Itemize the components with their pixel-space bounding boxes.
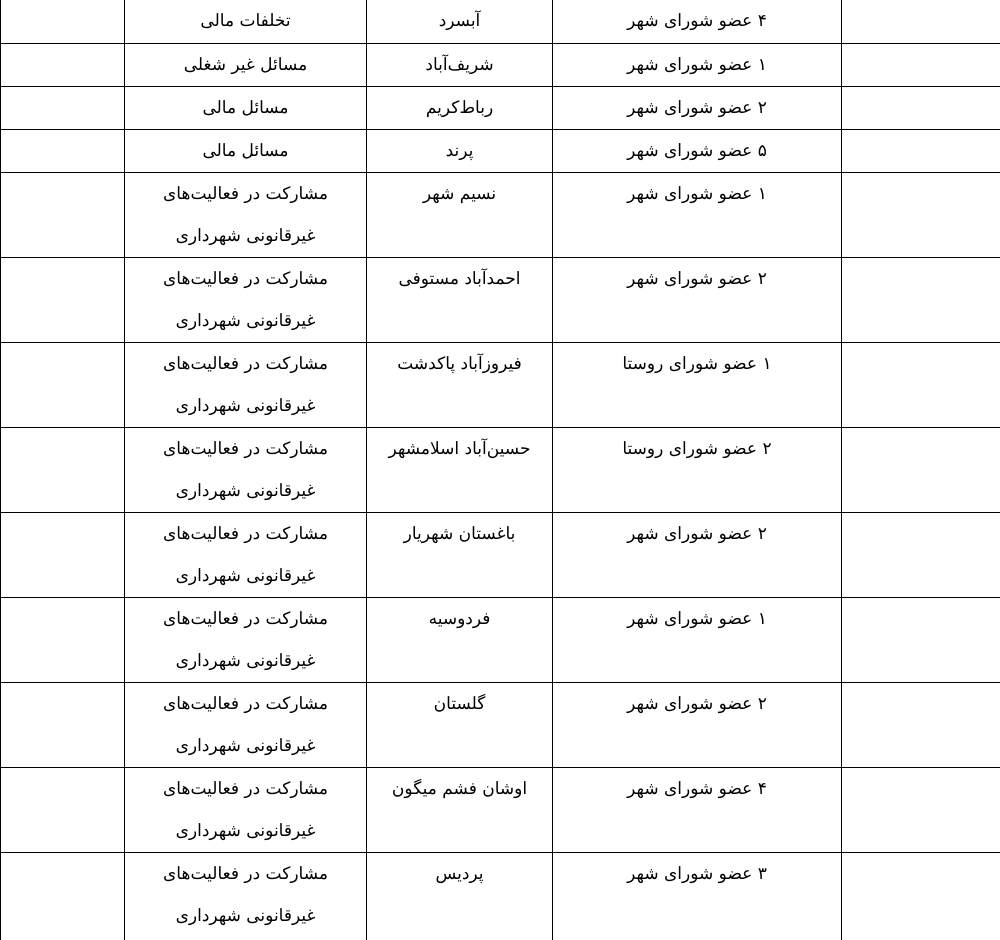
members-cell: ۱ عضو شورای شهر — [553, 172, 842, 257]
members-cell: ۱ عضو شورای شهر — [553, 597, 842, 682]
blank-cell — [1, 86, 125, 129]
table-row — [1, 257, 1000, 342]
blank-cell — [1, 172, 125, 257]
blank-cell — [842, 86, 1000, 129]
charges-cell: مشارکت در فعالیت‌های غیرقانونی شهرداری — [125, 342, 367, 427]
charges-cell: مشارکت در فعالیت‌های غیرقانونی شهرداری — [125, 597, 367, 682]
members-cell: ۲ عضو شورای شهر — [553, 682, 842, 767]
blank-cell — [1, 43, 125, 86]
table-body — [1, 0, 1000, 940]
blank-cell — [842, 767, 1000, 852]
blank-cell — [842, 129, 1000, 172]
table-row — [1, 427, 1000, 512]
members-cell: ۴ عضو شورای شهر — [553, 767, 842, 852]
location-cell: آبسرد — [367, 0, 553, 43]
blank-cell — [842, 342, 1000, 427]
location-cell: باغستان شهریار — [367, 512, 553, 597]
blank-cell — [842, 43, 1000, 86]
blank-cell — [842, 512, 1000, 597]
location-cell: پردیس — [367, 852, 553, 940]
blank-cell — [1, 767, 125, 852]
blank-cell — [842, 0, 1000, 43]
charges-cell: مشارکت در فعالیت‌های غیرقانونی شهرداری — [125, 257, 367, 342]
members-cell: ۱ عضو شورای شهر — [553, 43, 842, 86]
blank-cell — [1, 512, 125, 597]
location-cell: گلستان — [367, 682, 553, 767]
members-cell: ۵ عضو شورای شهر — [553, 129, 842, 172]
blank-cell — [1, 852, 125, 940]
location-cell: فردوسیه — [367, 597, 553, 682]
table-row — [1, 43, 1000, 86]
location-cell: احمدآباد مستوفی — [367, 257, 553, 342]
table-row — [1, 767, 1000, 852]
table-row — [1, 86, 1000, 129]
charges-cell: مسائل غیر شغلی — [125, 43, 367, 86]
charges-cell: مشارکت در فعالیت‌های غیرقانونی شهرداری — [125, 767, 367, 852]
charges-cell: مشارکت در فعالیت‌های غیرقانونی شهرداری — [125, 852, 367, 940]
blank-cell — [1, 342, 125, 427]
location-cell: نسیم شهر — [367, 172, 553, 257]
charges-cell: مشارکت در فعالیت‌های غیرقانونی شهرداری — [125, 512, 367, 597]
blank-cell — [1, 427, 125, 512]
table-row — [1, 682, 1000, 767]
blank-cell — [1, 257, 125, 342]
blank-cell — [1, 129, 125, 172]
members-cell: ۲ عضو شورای شهر — [553, 86, 842, 129]
members-cell: ۴ عضو شورای شهر — [553, 0, 842, 43]
blank-cell — [1, 597, 125, 682]
table-row — [1, 342, 1000, 427]
charges-cell: تخلفات مالی — [125, 0, 367, 43]
blank-cell — [842, 427, 1000, 512]
blank-cell — [842, 597, 1000, 682]
members-cell: ۲ عضو شورای شهر — [553, 257, 842, 342]
table-row — [1, 0, 1000, 43]
blank-cell — [842, 682, 1000, 767]
table-row — [1, 597, 1000, 682]
blank-cell — [1, 682, 125, 767]
charges-cell: مسائل مالی — [125, 86, 367, 129]
charges-cell: مسائل مالی — [125, 129, 367, 172]
members-cell: ۲ عضو شورای شهر — [553, 512, 842, 597]
table-row — [1, 129, 1000, 172]
location-cell: اوشان فشم میگون — [367, 767, 553, 852]
table-row — [1, 852, 1000, 940]
charges-cell: مشارکت در فعالیت‌های غیرقانونی شهرداری — [125, 682, 367, 767]
charges-cell: مشارکت در فعالیت‌های غیرقانونی شهرداری — [125, 427, 367, 512]
blank-cell — [1, 0, 125, 43]
location-cell: پرند — [367, 129, 553, 172]
members-cell: ۱ عضو شورای روستا — [553, 342, 842, 427]
location-cell: شریف‌آباد — [367, 43, 553, 86]
location-cell: فیروزآباد پاکدشت — [367, 342, 553, 427]
members-cell: ۲ عضو شورای روستا — [553, 427, 842, 512]
location-cell: رباط‌کریم — [367, 86, 553, 129]
charges-cell: مشارکت در فعالیت‌های غیرقانونی شهرداری — [125, 172, 367, 257]
blank-cell — [842, 172, 1000, 257]
blank-cell — [842, 257, 1000, 342]
members-cell: ۳ عضو شورای شهر — [553, 852, 842, 940]
blank-cell — [842, 852, 1000, 940]
location-cell: حسین‌آباد اسلامشهر — [367, 427, 553, 512]
table-row — [1, 172, 1000, 257]
table-row — [1, 512, 1000, 597]
